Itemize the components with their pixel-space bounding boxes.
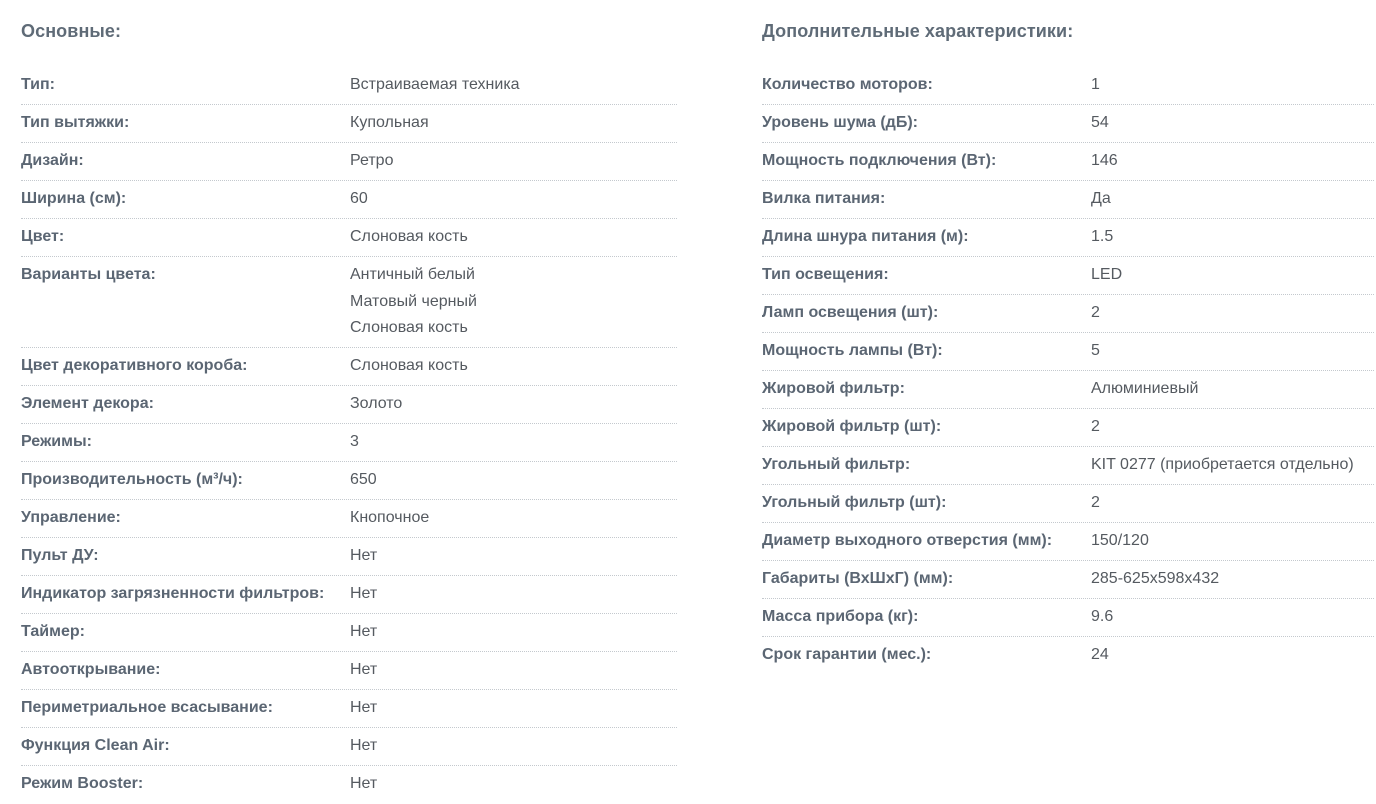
- spec-name: Таймер:: [21, 623, 85, 640]
- spec-values: [1091, 190, 1111, 208]
- spec-values: [350, 228, 468, 246]
- spec-value: Да: [1091, 190, 1111, 207]
- spec-values: [1091, 304, 1100, 322]
- spec-row: [762, 447, 1374, 485]
- spec-row: [21, 614, 677, 652]
- spec-name: Дизайн:: [21, 152, 84, 169]
- spec-value: Алюминиевый: [1091, 380, 1199, 397]
- spec-values: [350, 266, 477, 337]
- spec-value: Кнопочное: [350, 509, 430, 526]
- spec-values: [350, 471, 377, 489]
- spec-name: Жировой фильтр:: [762, 380, 905, 397]
- spec-row: [762, 257, 1374, 295]
- spec-name: Масса прибора (кг):: [762, 608, 919, 625]
- spec-row: [21, 652, 677, 690]
- spec-values: [350, 547, 377, 565]
- spec-name: Мощность лампы (Вт):: [762, 342, 943, 359]
- spec-values: [1091, 228, 1113, 246]
- spec-value: 1: [1091, 76, 1100, 93]
- spec-values: [350, 76, 520, 94]
- spec-name: Периметриальное всасывание:: [21, 699, 273, 716]
- spec-value: Купольная: [350, 114, 429, 131]
- spec-value: LED: [1091, 266, 1123, 283]
- spec-value: 5: [1091, 342, 1100, 359]
- spec-row: [762, 523, 1374, 561]
- spec-row: [21, 766, 677, 804]
- spec-value: 150/120: [1091, 532, 1149, 549]
- spec-values: [1091, 418, 1100, 436]
- spec-value: 54: [1091, 114, 1109, 131]
- spec-values: [350, 699, 377, 717]
- spec-value: Слоновая кость: [350, 319, 468, 336]
- spec-name: Тип:: [21, 76, 55, 93]
- spec-name: Режимы:: [21, 433, 92, 450]
- spec-value: Нет: [350, 661, 378, 678]
- spec-values: [350, 395, 402, 413]
- spec-values: [350, 357, 468, 375]
- spec-row: [21, 257, 677, 348]
- spec-row: [21, 728, 677, 766]
- spec-value: 146: [1091, 152, 1118, 169]
- main-specs-list: [21, 67, 677, 804]
- spec-row: [762, 409, 1374, 447]
- spec-values: [1091, 114, 1109, 132]
- spec-name: Угольный фильтр:: [762, 456, 911, 473]
- spec-row: [762, 105, 1374, 143]
- spec-name: Угольный фильтр (шт):: [762, 494, 947, 511]
- spec-row: [21, 424, 677, 462]
- spec-value: 650: [350, 471, 377, 488]
- spec-value: KIT 0277 (приобретается отдельно): [1091, 456, 1354, 473]
- spec-name: Тип освещения:: [762, 266, 889, 283]
- spec-name: Срок гарантии (мес.):: [762, 646, 932, 663]
- spec-row: [762, 561, 1374, 599]
- spec-value: 2: [1091, 418, 1100, 435]
- spec-value: Античный белый: [350, 266, 475, 283]
- spec-name: Цвет:: [21, 228, 65, 245]
- spec-name: Жировой фильтр (шт):: [762, 418, 942, 435]
- spec-row: [21, 143, 677, 181]
- spec-value: 1.5: [1091, 228, 1114, 245]
- spec-row: [762, 485, 1374, 523]
- spec-values: [350, 114, 429, 132]
- spec-value: Слоновая кость: [350, 357, 468, 374]
- spec-value: 60: [350, 190, 368, 207]
- spec-values: [1091, 646, 1109, 664]
- spec-name: Мощность подключения (Вт):: [762, 152, 997, 169]
- spec-row: [21, 348, 677, 386]
- spec-row: [762, 333, 1374, 371]
- spec-value: Встраиваемая техника: [350, 76, 520, 93]
- spec-values: [350, 661, 377, 679]
- spec-name: Габариты (ВхШхГ) (мм):: [762, 570, 954, 587]
- spec-values: [350, 433, 359, 451]
- spec-name: Производительность (м³/ч):: [21, 471, 243, 488]
- spec-values: [1091, 608, 1113, 626]
- spec-name: Количество моторов:: [762, 76, 933, 93]
- spec-values: [1091, 570, 1219, 588]
- spec-values: [1091, 342, 1100, 360]
- spec-value: Нет: [350, 775, 378, 792]
- spec-name: Ламп освещения (шт):: [762, 304, 939, 321]
- spec-value: Слоновая кость: [350, 228, 468, 245]
- spec-value: 3: [350, 433, 359, 450]
- additional-specs-list: [762, 67, 1374, 675]
- spec-value: 2: [1091, 304, 1100, 321]
- spec-name: Длина шнура питания (м):: [762, 228, 969, 245]
- spec-value: Нет: [350, 585, 378, 602]
- spec-name: Тип вытяжки:: [21, 114, 130, 131]
- spec-value: Нет: [350, 737, 378, 754]
- spec-name: Управление:: [21, 509, 121, 526]
- spec-name: Индикатор загрязненности фильтров:: [21, 585, 325, 602]
- spec-values: [350, 623, 377, 641]
- spec-row: [21, 181, 677, 219]
- spec-values: [350, 190, 368, 208]
- spec-values: [1091, 76, 1100, 94]
- spec-value: Матовый черный: [350, 292, 477, 310]
- spec-row: [21, 500, 677, 538]
- additional-specs-title: Дополнительные характеристики:: [762, 21, 1074, 41]
- spec-row: [762, 181, 1374, 219]
- spec-row: [21, 105, 677, 143]
- spec-row: [21, 219, 677, 257]
- spec-values: [1091, 532, 1149, 550]
- spec-values: [1091, 380, 1198, 398]
- spec-row: [21, 538, 677, 576]
- spec-values: [350, 775, 377, 793]
- spec-row: [762, 295, 1374, 333]
- spec-value: Ретро: [350, 152, 394, 169]
- spec-name: Пульт ДУ:: [21, 547, 99, 564]
- additional-specs-section: [762, 0, 1374, 675]
- spec-row: [21, 386, 677, 424]
- spec-value: 2: [1091, 494, 1100, 511]
- spec-name: Элемент декора:: [21, 395, 154, 412]
- spec-values: [1091, 494, 1100, 512]
- spec-value: 285-625x598x432: [1091, 570, 1220, 587]
- spec-name: Цвет декоративного короба:: [21, 357, 248, 374]
- spec-row: [21, 462, 677, 500]
- spec-value: Золото: [350, 395, 403, 412]
- main-specs-section: [21, 0, 677, 804]
- spec-row: [762, 67, 1374, 105]
- main-specs-title: Основные:: [21, 21, 122, 41]
- spec-name: Режим Booster:: [21, 775, 144, 792]
- spec-row: [762, 599, 1374, 637]
- spec-value: Нет: [350, 547, 378, 564]
- spec-value: Нет: [350, 623, 378, 640]
- spec-name: Ширина (см):: [21, 190, 127, 207]
- spec-values: [1091, 456, 1354, 474]
- spec-row: [21, 690, 677, 728]
- spec-row: [762, 143, 1374, 181]
- spec-value: 9.6: [1091, 608, 1114, 625]
- spec-row: [762, 371, 1374, 409]
- spec-values: [350, 509, 429, 527]
- spec-name: Уровень шума (дБ):: [762, 114, 918, 131]
- spec-values: [350, 585, 377, 603]
- spec-values: [1091, 266, 1122, 284]
- spec-name: Автооткрывание:: [21, 661, 161, 678]
- spec-name: Функция Clean Air:: [21, 737, 170, 754]
- spec-value: 24: [1091, 646, 1109, 663]
- spec-row: [21, 67, 677, 105]
- spec-name: Варианты цвета:: [21, 266, 156, 283]
- spec-row: [21, 576, 677, 614]
- spec-row: [762, 219, 1374, 257]
- spec-values: [350, 737, 377, 755]
- spec-name: Вилка питания:: [762, 190, 886, 207]
- spec-values: [1091, 152, 1118, 170]
- spec-row: [762, 637, 1374, 675]
- spec-values: [350, 152, 393, 170]
- spec-value: Нет: [350, 699, 378, 716]
- spec-name: Диаметр выходного отверстия (мм):: [762, 532, 1053, 549]
